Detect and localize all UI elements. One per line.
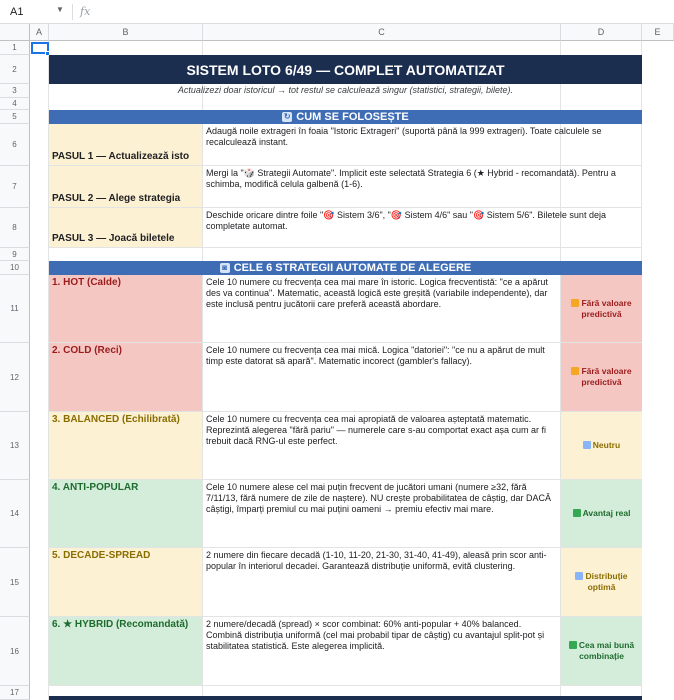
step-text-cell[interactable]: Mergi la "🎲 Strategii Automate". Implicit este selectată Strategia 6 (★ Hybrid - recomandată). Pentru a schimba, modifică celula galbenă (1-6).: [203, 166, 642, 208]
checkmark-icon: [573, 509, 581, 517]
chevron-down-icon[interactable]: ▼: [56, 5, 64, 14]
row-header-10[interactable]: 10: [0, 261, 30, 275]
column-header-d[interactable]: D: [561, 24, 642, 41]
strategy-name[interactable]: 2. COLD (Reci): [49, 343, 203, 412]
column-header-e[interactable]: E: [642, 24, 674, 41]
row-header-17[interactable]: 17: [0, 686, 30, 700]
warning-icon: [571, 299, 579, 307]
row-header-5[interactable]: 5: [0, 110, 30, 124]
page-title[interactable]: SISTEM LOTO 6/49 — COMPLET AUTOMATIZAT: [49, 55, 642, 84]
column-header-a[interactable]: A: [30, 24, 49, 41]
strategy-name[interactable]: 3. BALANCED (Echilibrată): [49, 412, 203, 480]
strategy-description[interactable]: Cele 10 numere cu frecvența cea mai mică. Logica "datoriei": "ce nu a apărut de mult timp este datorat să apară". Matematic incorect (gambler's fallacy).: [203, 343, 561, 412]
formula-bar: [0, 0, 674, 24]
subtitle[interactable]: Actualizezi doar istoricul → tot restul se calculează singur (statistici, strategii, bilete).: [177, 85, 514, 95]
column-header-c[interactable]: C: [203, 24, 561, 41]
strategy-verdict[interactable]: Distribuție optimă: [561, 548, 642, 617]
strategy-verdict[interactable]: Fără valoare predictivă: [561, 275, 642, 343]
row-header-15[interactable]: 15: [0, 548, 30, 617]
select-all-corner[interactable]: [0, 24, 30, 41]
step-label-cell[interactable]: PASUL 3 — Joacă biletele: [49, 208, 203, 248]
strategy-description[interactable]: Cele 10 numere alese cel mai puțin frecvent de jucători umani (numere ≥32, fără 7/11/13, fără numere de zile de naștere). NU crește probabilitatea de câștig, dar DACĂ câștigi, împarți premiul cu mai puțini oameni → premiu efectiv mai mare.: [203, 480, 561, 548]
strategy-description[interactable]: Cele 10 numere cu frecvența cea mai mare în istoric. Logica frecventistă: "ce a apărut des va continua". Matematic, această logică este greșită (variabile independente), dar este inclusă pentru jucătorii care preferă această abordare.: [203, 275, 561, 343]
section-title: CELE 6 STRATEGII AUTOMATE DE ALEGERE: [233, 262, 472, 274]
row-header-1[interactable]: 1: [0, 41, 30, 55]
strategy-name[interactable]: 4. ANTI-POPULAR: [49, 480, 203, 548]
divider: [72, 4, 73, 20]
row-header-12[interactable]: 12: [0, 343, 30, 412]
refresh-icon: ↻: [283, 112, 291, 121]
step-text-cell[interactable]: Deschide oricare dintre foile "🎯 Sistem 3/6", "🎯 Sistem 4/6" sau "🎯 Sistem 5/6". Biletele sunt deja completate automat.: [203, 208, 642, 248]
fx-icon: fx: [80, 5, 91, 18]
strategy-description[interactable]: 2 numere/decadă (spread) × scor combinat: 60% anti-popular + 40% balanced. Combină distribuția uniformă (cel mai probabil tipar de câștig) cu avantajul split-pot și stabilitatea statistică. Este alegerea implicită.: [203, 617, 561, 686]
strategy-verdict[interactable]: Cea mai bună combinație: [561, 617, 642, 686]
step-label-cell[interactable]: PASUL 2 — Alege strategia: [49, 166, 203, 208]
row-header-8[interactable]: 8: [0, 208, 30, 248]
row-header-3[interactable]: 3: [0, 84, 30, 98]
chart-icon: [575, 572, 583, 580]
strategy-verdict[interactable]: Neutru: [561, 412, 642, 480]
footer-bar: [49, 696, 642, 700]
column-header-b[interactable]: B: [49, 24, 203, 41]
warning-icon: [571, 367, 579, 375]
row-header-2[interactable]: 2: [0, 55, 30, 84]
row-header-7[interactable]: 7: [0, 166, 30, 208]
row-header-16[interactable]: 16: [0, 617, 30, 686]
strategy-description[interactable]: 2 numere din fiecare decadă (1-10, 11-20, 21-30, 31-40, 41-49), aleasă prin scor anti-popular în interiorul decadei. Garantează distribuție uniformă, evită clustering.: [203, 548, 561, 617]
row-header-6[interactable]: 6: [0, 124, 30, 166]
strategy-name[interactable]: 6. ★ HYBRID (Recomandată): [49, 617, 203, 686]
strategy-verdict[interactable]: Avantaj real: [561, 480, 642, 548]
robot-icon: ◙: [220, 263, 230, 273]
strategy-name[interactable]: 5. DECADE-SPREAD: [49, 548, 203, 617]
row-header-13[interactable]: 13: [0, 412, 30, 480]
strategy-verdict[interactable]: Fără valoare predictivă: [561, 343, 642, 412]
checkmark-icon: [569, 641, 577, 649]
row-header-14[interactable]: 14: [0, 480, 30, 548]
name-box[interactable]: A1: [10, 6, 24, 18]
step-label-cell[interactable]: PASUL 1 — Actualizează isto: [49, 124, 203, 166]
section-title: CUM SE FOLOSEȘTE: [296, 111, 409, 123]
row-header-4[interactable]: 4: [0, 98, 30, 110]
strategy-name[interactable]: 1. HOT (Calde): [49, 275, 203, 343]
step-text-cell[interactable]: Adaugă noile extrageri în foaia "Istoric Extrageri" (suportă până la 999 extrageri). Toate calculele se recalculează instant.: [203, 124, 642, 166]
row-header-9[interactable]: 9: [0, 248, 30, 261]
chart-icon: [583, 441, 591, 449]
row-header-11[interactable]: 11: [0, 275, 30, 343]
section-header-strategies[interactable]: [49, 261, 642, 275]
strategy-description[interactable]: Cele 10 numere cu frecvența cea mai apropiată de valoarea așteptată matematic. Reprezintă alegerea "fără pariu" — numerele care s-au comportat exact așa cum ar fi trebuit dacă RNG-ul este perfect.: [203, 412, 561, 480]
section-header-how-to[interactable]: [49, 110, 642, 124]
